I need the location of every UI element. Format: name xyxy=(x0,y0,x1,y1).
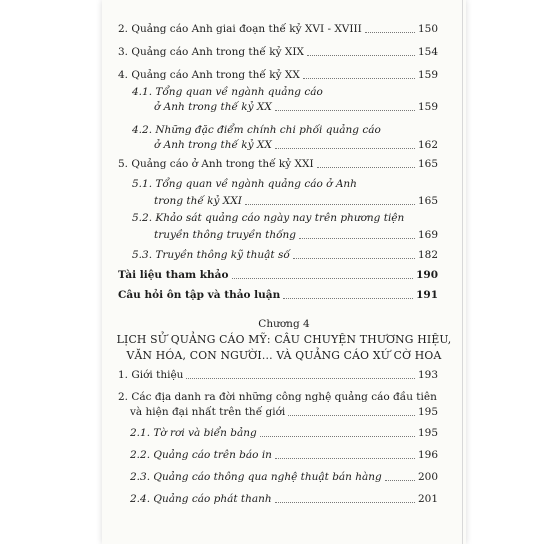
page-edge xyxy=(462,0,463,544)
dot-leader xyxy=(288,414,415,416)
toc-entry xyxy=(154,101,438,114)
book-page xyxy=(102,0,466,544)
toc-entry xyxy=(130,471,438,484)
toc-entry-label-line1: 2. Các địa danh ra đời những công nghệ quảng cáo đầu tiên xyxy=(118,391,437,403)
toc-entry-label-line2: và hiện đại nhất trên thế giới xyxy=(130,406,286,418)
toc-entry-label: Câu hỏi ôn tập và thảo luận xyxy=(118,289,281,301)
dot-leader xyxy=(186,377,415,379)
dot-leader xyxy=(275,457,415,459)
dot-leader xyxy=(317,166,415,168)
dot-leader xyxy=(275,109,415,111)
toc-entry-label-line1: 4.1. Tổng quan về ngành quảng cáo xyxy=(132,86,323,98)
toc-page-number: 154 xyxy=(417,46,438,58)
toc-entry xyxy=(118,269,438,282)
toc-page-number: 182 xyxy=(417,249,438,261)
toc-page-number: 191 xyxy=(416,289,438,301)
chapter-heading-line2: VĂN HÓA, CON NGƯỜI... VÀ QUẢNG CÁO XỨ CỜ HOA xyxy=(126,349,442,362)
toc-entry xyxy=(154,195,438,208)
dot-leader xyxy=(283,297,413,299)
toc-page-number: 165 xyxy=(417,195,438,207)
toc-entry xyxy=(154,229,438,242)
table-of-contents xyxy=(102,0,466,544)
toc-entry xyxy=(118,69,438,82)
dot-leader xyxy=(275,501,415,503)
dot-leader xyxy=(275,147,415,149)
chapter-heading-line1: LỊCH SỬ QUẢNG CÁO MỸ: CÂU CHUYỆN THƯƠNG HIỆU, xyxy=(116,333,452,346)
toc-entry xyxy=(154,139,438,152)
toc-entry-label: 1. Giới thiệu xyxy=(118,369,184,381)
toc-entry xyxy=(130,449,438,462)
toc-entry-label: 2.2. Quảng cáo trên báo in xyxy=(130,449,272,461)
toc-entry xyxy=(130,493,438,506)
toc-entry-label-line2: truyền thông truyền thống xyxy=(154,229,297,241)
toc-entry-label-line2: ở Anh trong thế kỷ XX xyxy=(154,139,272,151)
toc-entry-label-line1: 5.1. Tổng quan về ngành quảng cáo ở Anh xyxy=(132,178,357,190)
toc-entry-label-line2: trong thế kỷ XXI xyxy=(154,195,242,207)
dot-leader xyxy=(232,277,414,279)
toc-page-number: 159 xyxy=(417,101,438,113)
toc-entry-label: 2.3. Quảng cáo thông qua nghệ thuật bán hàng xyxy=(130,471,382,483)
toc-entry-label: 2.4. Quảng cáo phát thanh xyxy=(130,493,272,505)
toc-entry xyxy=(118,158,438,171)
toc-entry-label-line1: 4.2. Những đặc điểm chính chi phối quảng cáo xyxy=(132,124,381,136)
toc-page-number: 150 xyxy=(417,23,438,35)
dot-leader xyxy=(245,203,415,205)
toc-entry-label: 2. Quảng cáo Anh giai đoạn thế kỷ XVI - XVIII xyxy=(118,23,362,35)
toc-entry-label-line2: ở Anh trong thế kỷ XX xyxy=(154,101,272,113)
toc-entry xyxy=(118,369,438,382)
toc-entry-label: 5.3. Truyền thông kỹ thuật số xyxy=(132,249,290,261)
toc-entry xyxy=(132,249,438,262)
dot-leader xyxy=(299,237,415,239)
toc-page-number: 195 xyxy=(417,427,438,439)
toc-page-number: 193 xyxy=(417,369,438,381)
toc-entry-label: 4. Quảng cáo Anh trong thế kỷ XX xyxy=(118,69,300,81)
toc-entry xyxy=(118,289,438,302)
dot-leader xyxy=(260,435,415,437)
toc-entry xyxy=(130,406,438,419)
dot-leader xyxy=(307,54,415,56)
toc-page-number: 159 xyxy=(417,69,438,81)
dot-leader xyxy=(303,77,415,79)
toc-entry xyxy=(118,46,438,59)
dot-leader xyxy=(293,257,415,259)
dot-leader xyxy=(365,31,415,33)
toc-page-number: 200 xyxy=(417,471,438,483)
toc-entry xyxy=(130,427,438,440)
chapter-number: Chương 4 xyxy=(258,318,310,330)
toc-page-number: 201 xyxy=(417,493,438,505)
toc-page-number: 162 xyxy=(417,139,438,151)
toc-page-number: 195 xyxy=(417,406,438,418)
toc-entry-label-line1: 5.2. Khảo sát quảng cáo ngày nay trên phương tiện xyxy=(132,212,405,224)
toc-entry-label: Tài liệu tham khảo xyxy=(118,269,229,281)
toc-entry-label: 5. Quảng cáo ở Anh trong thế kỷ XXI xyxy=(118,158,314,170)
toc-page-number: 196 xyxy=(417,449,438,461)
toc-entry xyxy=(118,23,438,36)
toc-entry-label: 3. Quảng cáo Anh trong thế kỷ XIX xyxy=(118,46,304,58)
toc-page-number: 190 xyxy=(416,269,438,281)
toc-page-number: 165 xyxy=(417,158,438,170)
dot-leader xyxy=(385,479,415,481)
toc-page-number: 169 xyxy=(417,229,438,241)
toc-entry-label: 2.1. Tờ rơi và biển bảng xyxy=(130,427,257,439)
